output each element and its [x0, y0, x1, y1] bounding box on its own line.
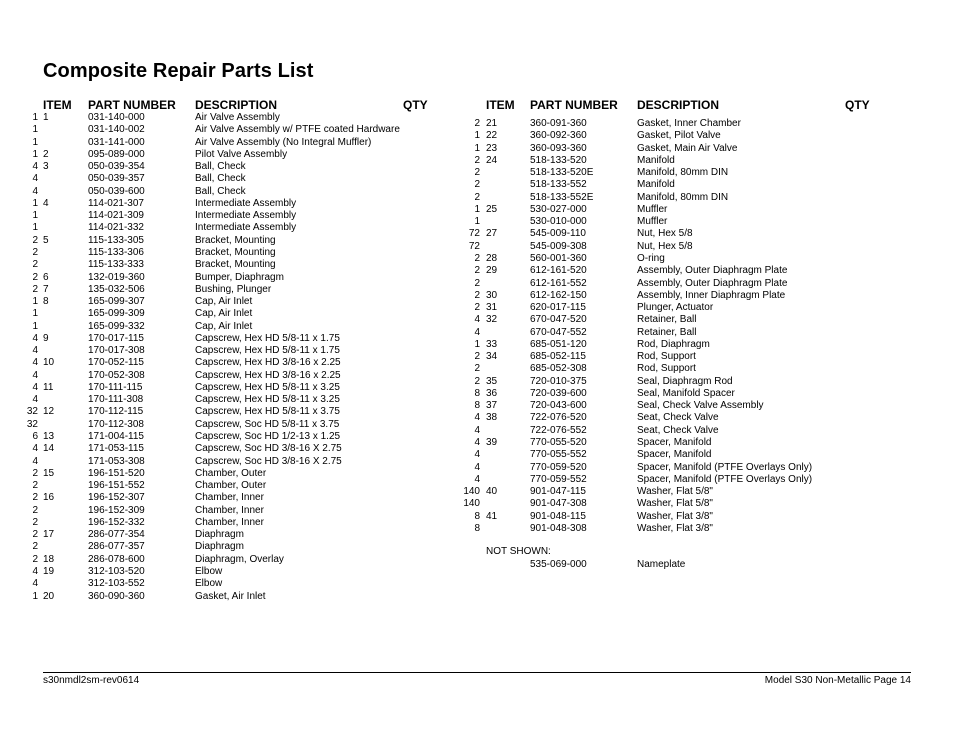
item-number: 7 [43, 283, 49, 295]
parts-table-right [463, 98, 876, 578]
item-number: 36 [486, 387, 498, 399]
item-number: 31 [486, 302, 498, 314]
item-number: 4 [43, 197, 49, 209]
description: Air Valve Assembly (No Integral Muffler) [195, 136, 372, 148]
part-number: 518-133-552E [530, 191, 594, 203]
description: Capscrew, Soc HD 3/8-16 X 2.75 [195, 443, 342, 455]
description: Capscrew, Soc HD 5/8-11 x 3.75 [195, 418, 340, 430]
part-number: 031-141-000 [88, 136, 145, 148]
quantity: 2 [32, 271, 38, 283]
part-number: 165-099-309 [88, 308, 145, 320]
part-number: 115-133-333 [88, 259, 144, 271]
part-number: 050-039-354 [88, 161, 145, 173]
quantity: 2 [474, 351, 480, 363]
part-number: 171-053-115 [88, 443, 144, 455]
header-part-number: PART NUMBER [88, 98, 176, 112]
description: Gasket, Inner Chamber [637, 118, 741, 129]
description: Seat, Check Valve [637, 412, 719, 424]
quantity: 32 [26, 406, 38, 418]
quantity: 1 [32, 590, 38, 602]
header-description: DESCRIPTION [195, 98, 278, 112]
item-number: 29 [486, 265, 498, 277]
item-number: 37 [486, 400, 498, 412]
part-number: 685-051-120 [530, 338, 587, 350]
quantity: 1 [32, 112, 38, 123]
item-number: 24 [486, 154, 498, 166]
item-number: 9 [43, 332, 49, 344]
part-number: 165-099-307 [88, 296, 145, 308]
item-number: 34 [486, 351, 498, 363]
description: Spacer, Manifold (PTFE Overlays Only) [637, 473, 813, 485]
part-number: 095-089-000 [88, 148, 145, 160]
item-number: 1 [43, 112, 49, 123]
quantity: 2 [474, 179, 480, 191]
quantity: 2 [474, 252, 480, 264]
item-number: 23 [486, 142, 498, 154]
quantity: 4 [32, 381, 38, 393]
item-number: 38 [486, 412, 498, 424]
quantity: 4 [32, 578, 38, 590]
part-number: 170-052-115 [88, 357, 144, 369]
quantity: 4 [474, 449, 480, 461]
description: Ball, Check [195, 185, 246, 197]
description: Capscrew, Hex HD 5/8-11 x 3.75 [195, 406, 340, 418]
part-number: 114-021-307 [88, 197, 144, 209]
quantity: 2 [32, 529, 38, 541]
parts-table-left [26, 98, 433, 608]
footer-right: Model S30 Non-Metallic Page 14 [764, 675, 911, 686]
part-number: 722-076-520 [530, 412, 587, 424]
item-number: 32 [486, 314, 498, 326]
part-number: 620-017-115 [530, 302, 586, 314]
description: Ball, Check [195, 161, 246, 173]
part-number: 286-077-357 [88, 541, 145, 553]
description: Seal, Manifold Spacer [637, 387, 735, 399]
description: Intermediate Assembly [195, 210, 297, 222]
item-number: 3 [43, 161, 49, 173]
quantity: 2 [32, 259, 38, 271]
item-number: 20 [43, 590, 55, 602]
description: Spacer, Manifold (PTFE Overlays Only) [637, 461, 813, 473]
item-number: 19 [43, 565, 55, 577]
not-shown-text: NOT SHOWN: [486, 546, 551, 557]
description: Diaphragm [195, 529, 244, 541]
quantity: 1 [474, 216, 480, 228]
description: Intermediate Assembly [195, 197, 297, 209]
description: Retainer, Ball [637, 326, 697, 338]
quantity: 2 [32, 504, 38, 516]
header-part-number: PART NUMBER [530, 98, 618, 112]
part-number: 171-004-115 [88, 431, 144, 443]
quantity: 1 [32, 148, 38, 160]
quantity: 4 [32, 443, 38, 455]
quantity: 4 [32, 173, 38, 185]
part-number: 722-076-552 [530, 424, 587, 436]
part-number: 170-052-308 [88, 369, 145, 381]
description: Chamber, Inner [195, 516, 264, 528]
quantity: 1 [474, 142, 480, 154]
part-number: 286-078-600 [88, 553, 145, 565]
quantity: 4 [474, 326, 480, 338]
item-number: 15 [43, 467, 55, 479]
part-number: 545-009-308 [530, 240, 587, 252]
description: Muffler [637, 216, 668, 228]
part-number: 612-162-150 [530, 289, 587, 301]
part-number: 545-009-110 [530, 228, 586, 240]
quantity: 2 [474, 154, 480, 166]
description: Chamber, Outer [195, 467, 267, 479]
quantity: 2 [474, 118, 480, 129]
part-number: 170-111-308 [88, 394, 144, 406]
item-number: 39 [486, 437, 498, 449]
quantity: 2 [474, 167, 480, 179]
description: Seat, Check Valve [637, 424, 719, 436]
description: Bumper, Diaphragm [195, 271, 284, 283]
description: Bracket, Mounting [195, 234, 276, 246]
quantity: 2 [474, 363, 480, 375]
part-number: 530-027-000 [530, 203, 587, 215]
part-number: 518-133-552 [530, 179, 587, 191]
part-number: 170-017-115 [88, 332, 144, 344]
part-number: 530-010-000 [530, 216, 587, 228]
description: Diaphragm [195, 541, 244, 553]
part-number: 560-001-360 [530, 252, 587, 264]
description: Bracket, Mounting [195, 259, 276, 271]
item-number: 18 [43, 553, 55, 565]
part-number: 115-133-306 [88, 246, 144, 258]
item-number: 35 [486, 375, 498, 387]
description: Assembly, Outer Diaphragm Plate [637, 277, 788, 289]
description: Cap, Air Inlet [195, 308, 253, 320]
item-number: 16 [43, 492, 55, 504]
description: Assembly, Inner Diaphragm Plate [637, 289, 786, 301]
quantity: 4 [32, 185, 38, 197]
quantity: 2 [474, 302, 480, 314]
description: Gasket, Main Air Valve [637, 142, 738, 154]
description: Nameplate [637, 559, 686, 570]
description: Spacer, Manifold [637, 449, 712, 461]
item-number: 14 [43, 443, 55, 455]
part-number: 720-043-600 [530, 400, 587, 412]
quantity: 1 [32, 222, 38, 234]
item-number: 10 [43, 357, 55, 369]
part-number: 670-047-520 [530, 314, 587, 326]
item-number: 13 [43, 431, 55, 443]
description: Chamber, Inner [195, 504, 264, 516]
part-number: 360-092-360 [530, 130, 587, 142]
part-number: 312-103-552 [88, 578, 145, 590]
part-number: 360-091-360 [530, 118, 587, 129]
description: Air Valve Assembly w/ PTFE coated Hardware [195, 124, 400, 136]
description: Seal, Diaphragm Rod [637, 375, 733, 387]
quantity: 2 [474, 277, 480, 289]
part-number: 114-021-332 [88, 222, 144, 234]
description: Capscrew, Hex HD 3/8-16 x 2.25 [195, 369, 341, 381]
quantity: 1 [32, 197, 38, 209]
quantity: 4 [474, 461, 480, 473]
quantity: 8 [474, 522, 480, 534]
quantity: 140 [463, 498, 480, 510]
part-number: 170-112-308 [88, 418, 144, 430]
description: Chamber, Inner [195, 492, 264, 504]
description: Manifold, 80mm DIN [637, 167, 729, 179]
part-number: 312-103-520 [88, 565, 145, 577]
quantity: 4 [32, 161, 38, 173]
part-number: 050-039-357 [88, 173, 145, 185]
part-number: 196-152-307 [88, 492, 145, 504]
part-number: 518-133-520E [530, 167, 594, 179]
description: Washer, Flat 3/8" [637, 522, 713, 534]
description: Rod, Support [637, 363, 696, 375]
description: Elbow [195, 578, 223, 590]
quantity: 2 [474, 289, 480, 301]
item-number: 2 [43, 148, 49, 160]
item-number: 28 [486, 252, 498, 264]
quantity: 1 [474, 130, 480, 142]
page-title: Composite Repair Parts List [43, 60, 314, 82]
part-number: 612-161-552 [530, 277, 587, 289]
part-number: 115-133-305 [88, 234, 144, 246]
description: Capscrew, Soc HD 1/2-13 x 1.25 [195, 431, 341, 443]
quantity: 4 [474, 437, 480, 449]
part-number: 770-055-552 [530, 449, 587, 461]
item-number: 11 [43, 381, 54, 393]
quantity: 6 [32, 431, 38, 443]
description: Gasket, Pilot Valve [637, 130, 721, 142]
part-number: 901-048-115 [530, 510, 586, 522]
quantity: 8 [474, 400, 480, 412]
description: Intermediate Assembly [195, 222, 297, 234]
description: Washer, Flat 5/8" [637, 498, 713, 510]
quantity: 4 [474, 412, 480, 424]
item-number: 12 [43, 406, 55, 418]
part-number: 518-133-520 [530, 154, 587, 166]
description: Pilot Valve Assembly [195, 148, 288, 160]
description: Chamber, Outer [195, 480, 267, 492]
part-number: 720-010-375 [530, 375, 587, 387]
quantity: 4 [32, 345, 38, 357]
description: Seal, Check Valve Assembly [637, 400, 764, 412]
quantity: 1 [474, 338, 480, 350]
quantity: 2 [32, 234, 38, 246]
quantity: 1 [32, 210, 38, 222]
header-description: DESCRIPTION [637, 98, 720, 112]
description: Washer, Flat 3/8" [637, 510, 713, 522]
quantity: 1 [32, 320, 38, 332]
item-number: 41 [486, 510, 498, 522]
quantity: 32 [26, 418, 38, 430]
part-number: 196-152-332 [88, 516, 145, 528]
quantity: 1 [474, 203, 480, 215]
part-number: 170-112-115 [88, 406, 144, 418]
description: Washer, Flat 5/8" [637, 486, 713, 498]
header-qty: QTY [845, 98, 870, 112]
quantity: 2 [32, 492, 38, 504]
part-number: 901-048-308 [530, 522, 587, 534]
part-number: 031-140-000 [88, 112, 145, 123]
description: Nut, Hex 5/8 [637, 240, 693, 252]
item-number: 5 [43, 234, 49, 246]
part-number: 360-093-360 [530, 142, 587, 154]
description: Capscrew, Hex HD 5/8-11 x 3.25 [195, 381, 340, 393]
part-number: 770-059-520 [530, 461, 587, 473]
quantity: 4 [32, 394, 38, 406]
item-number: 33 [486, 338, 498, 350]
description: Diaphragm, Overlay [195, 553, 284, 565]
part-number: 286-077-354 [88, 529, 145, 541]
quantity: 2 [474, 265, 480, 277]
description: Capscrew, Hex HD 3/8-16 x 2.25 [195, 357, 341, 369]
quantity: 2 [474, 375, 480, 387]
quantity: 2 [32, 283, 38, 295]
part-number: 770-055-520 [530, 437, 587, 449]
quantity: 1 [32, 308, 38, 320]
quantity: 1 [32, 296, 38, 308]
part-number: 114-021-309 [88, 210, 144, 222]
header-item: ITEM [43, 98, 72, 112]
quantity: 2 [32, 246, 38, 258]
part-number: 196-152-309 [88, 504, 145, 516]
quantity: 4 [474, 314, 480, 326]
description: O-ring [637, 252, 665, 264]
header-qty: QTY [403, 98, 428, 112]
description: Manifold [637, 154, 675, 166]
description: Capscrew, Hex HD 5/8-11 x 1.75 [195, 345, 340, 357]
quantity: 4 [32, 565, 38, 577]
description: Manifold [637, 179, 675, 191]
part-number: 165-099-332 [88, 320, 145, 332]
item-number: 8 [43, 296, 49, 308]
quantity: 4 [32, 332, 38, 344]
quantity: 2 [32, 516, 38, 528]
quantity: 1 [32, 124, 38, 136]
part-number: 196-151-520 [88, 467, 145, 479]
quantity: 2 [474, 191, 480, 203]
part-number: 720-039-600 [530, 387, 587, 399]
quantity: 140 [463, 486, 480, 498]
part-number: 170-017-308 [88, 345, 145, 357]
part-number: 170-111-115 [88, 381, 143, 393]
description: Assembly, Outer Diaphragm Plate [637, 265, 788, 277]
part-number: 670-047-552 [530, 326, 587, 338]
description: Bushing, Plunger [195, 283, 272, 295]
description: Rod, Diaphragm [637, 338, 710, 350]
item-number: 6 [43, 271, 49, 283]
description: Manifold, 80mm DIN [637, 191, 729, 203]
quantity: 4 [32, 369, 38, 381]
description: Plunger, Actuator [637, 302, 714, 314]
header-item: ITEM [486, 98, 515, 112]
part-number: 050-039-600 [88, 185, 145, 197]
description: Nut, Hex 5/8 [637, 228, 693, 240]
description: Ball, Check [195, 173, 246, 185]
quantity: 2 [32, 480, 38, 492]
table-header [43, 98, 433, 112]
description: Capscrew, Hex HD 5/8-11 x 3.25 [195, 394, 340, 406]
description: Muffler [637, 203, 668, 215]
quantity: 4 [32, 455, 38, 467]
item-number: 27 [486, 228, 498, 240]
part-number: 132-019-360 [88, 271, 145, 283]
description: Cap, Air Inlet [195, 296, 253, 308]
quantity: 2 [32, 553, 38, 565]
description: Retainer, Ball [637, 314, 697, 326]
part-number: 901-047-115 [530, 486, 586, 498]
part-number: 612-161-520 [530, 265, 587, 277]
quantity: 4 [474, 424, 480, 436]
footer-left: s30nmdl2sm-rev0614 [43, 675, 140, 686]
quantity: 8 [474, 510, 480, 522]
table-header [486, 98, 876, 112]
part-number: 360-090-360 [88, 590, 145, 602]
description: Bracket, Mounting [195, 246, 276, 258]
part-number: 031-140-002 [88, 124, 145, 136]
part-number: 196-151-552 [88, 480, 145, 492]
item-number: 17 [43, 529, 55, 541]
quantity: 72 [468, 240, 480, 252]
part-number: 135-032-506 [88, 283, 145, 295]
part-number: 535-069-000 [530, 559, 587, 570]
quantity: 8 [474, 387, 480, 399]
quantity: 72 [468, 228, 480, 240]
description: Rod, Support [637, 351, 696, 363]
quantity: 2 [32, 467, 38, 479]
description: Spacer, Manifold [637, 437, 712, 449]
description: Capscrew, Soc HD 3/8-16 X 2.75 [195, 455, 342, 467]
item-number: 22 [486, 130, 498, 142]
item-number: 30 [486, 289, 498, 301]
part-number: 685-052-115 [530, 351, 586, 363]
quantity: 4 [32, 357, 38, 369]
description: Cap, Air Inlet [195, 320, 253, 332]
part-number: 685-052-308 [530, 363, 587, 375]
description: Capscrew, Hex HD 5/8-11 x 1.75 [195, 332, 340, 344]
part-number: 901-047-308 [530, 498, 587, 510]
description: Gasket, Air Inlet [195, 590, 266, 602]
part-number: 770-059-552 [530, 473, 587, 485]
item-number: 21 [486, 118, 498, 129]
description: Elbow [195, 565, 223, 577]
item-number: 25 [486, 203, 498, 215]
description: Air Valve Assembly [195, 112, 280, 123]
footer-divider [43, 672, 911, 673]
part-number: 171-053-308 [88, 455, 145, 467]
quantity: 1 [32, 136, 38, 148]
item-number: 40 [486, 486, 498, 498]
quantity: 2 [32, 541, 38, 553]
quantity: 4 [474, 473, 480, 485]
